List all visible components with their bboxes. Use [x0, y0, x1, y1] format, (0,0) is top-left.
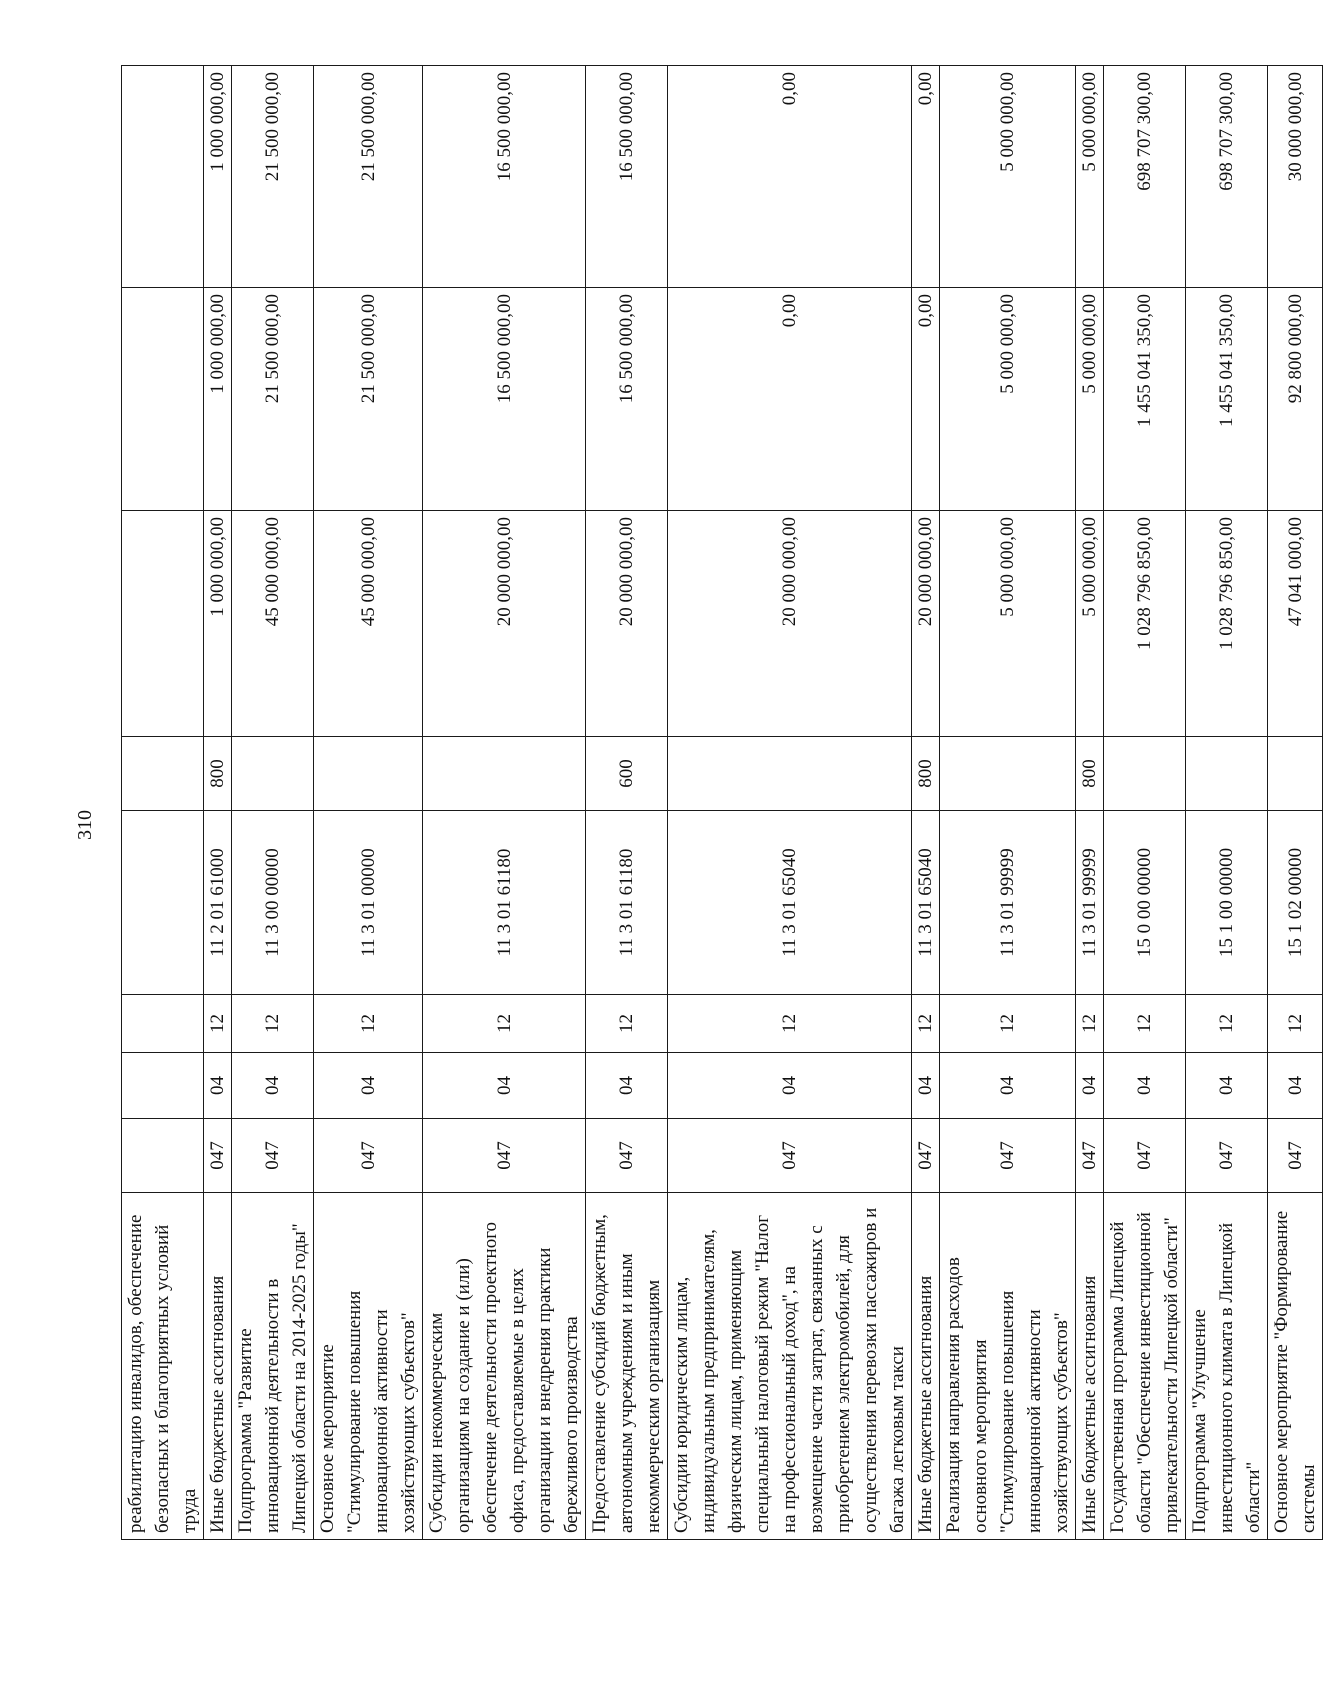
amount-year-1: 20 000 000,00	[668, 511, 912, 737]
admin-code	[122, 1119, 204, 1193]
target-code: 15 1 02 00000	[1268, 811, 1323, 995]
table-row	[912, 66, 940, 1540]
target-code: 11 2 01 61000	[204, 811, 232, 995]
subsection-code: 12	[940, 995, 1076, 1053]
expense-type-code	[1186, 737, 1268, 811]
table-row	[1186, 66, 1268, 1540]
row-name: реабилитацию инвалидов, обеспечение безопасных и благоприятных условий труда	[122, 1193, 204, 1540]
subsection-code: 12	[232, 995, 314, 1053]
section-code: 04	[586, 1053, 668, 1119]
section-code: 04	[232, 1053, 314, 1119]
admin-code: 047	[1268, 1119, 1323, 1193]
admin-code: 047	[204, 1119, 232, 1193]
target-code: 11 3 00 00000	[232, 811, 314, 995]
section-code: 04	[423, 1053, 586, 1119]
subsection-code: 12	[586, 995, 668, 1053]
row-name: Субсидии некоммерческим организациям на создание и (или) обеспечение деятельности проектного офиса, предоставляемые в целях организации и внедрения практики бережливого производства	[423, 1193, 586, 1540]
table-row	[1076, 66, 1104, 1540]
row-name: Реализация направления расходов основного мероприятия "Стимулирование повышения инновационной активности хозяйствующих субъектов"	[940, 1193, 1076, 1540]
table-row	[232, 66, 314, 1540]
section-code: 04	[314, 1053, 423, 1119]
amount-year-3: 0,00	[668, 66, 912, 288]
subsection-code: 12	[314, 995, 423, 1053]
amount-year-3: 16 500 000,00	[423, 66, 586, 288]
table-row	[423, 66, 586, 1540]
section-code: 04	[940, 1053, 1076, 1119]
amount-year-2: 92 800 000,00	[1268, 288, 1323, 511]
expense-type-code	[668, 737, 912, 811]
admin-code: 047	[1104, 1119, 1186, 1193]
expense-type-code: 800	[204, 737, 232, 811]
amount-year-1: 1 000 000,00	[204, 511, 232, 737]
expense-type-code	[940, 737, 1076, 811]
subsection-code: 12	[912, 995, 940, 1053]
admin-code: 047	[940, 1119, 1076, 1193]
row-name: Субсидии юридическим лицам, индивидуальным предпринимателям, физическим лицам, применяющим специальный налоговый режим "Налог на профессиональный доход", на возмещение части затрат, связанных с приобретением электромобилей, для осуществления перевозки пассажиров и багажа легковым такси	[668, 1193, 912, 1540]
expense-type-code	[423, 737, 586, 811]
amount-year-3: 5 000 000,00	[1076, 66, 1104, 288]
amount-year-2: 16 500 000,00	[423, 288, 586, 511]
amount-year-3: 5 000 000,00	[940, 66, 1076, 288]
subsection-code	[122, 995, 204, 1053]
subsection-code: 12	[1268, 995, 1323, 1053]
target-code: 11 3 01 99999	[940, 811, 1076, 995]
row-name: Государственная программа Липецкой области "Обеспечение инвестиционной привлекательности Липецкой области"	[1104, 1193, 1186, 1540]
admin-code: 047	[668, 1119, 912, 1193]
admin-code: 047	[912, 1119, 940, 1193]
expense-type-code	[232, 737, 314, 811]
table-row	[204, 66, 232, 1540]
table-row	[1268, 66, 1323, 1540]
row-name: Основное мероприятие "Формирование системы	[1268, 1193, 1323, 1540]
admin-code: 047	[586, 1119, 668, 1193]
admin-code: 047	[1076, 1119, 1104, 1193]
amount-year-1: 45 000 000,00	[314, 511, 423, 737]
row-name: Иные бюджетные ассигнования	[204, 1193, 232, 1540]
amount-year-2: 5 000 000,00	[1076, 288, 1104, 511]
subsection-code: 12	[204, 995, 232, 1053]
amount-year-1: 20 000 000,00	[423, 511, 586, 737]
amount-year-3: 698 707 300,00	[1104, 66, 1186, 288]
table-row	[1104, 66, 1186, 1540]
row-name: Основное мероприятие "Стимулирование повышения инновационной активности хозяйствующих субъектов"	[314, 1193, 423, 1540]
amount-year-1: 47 041 000,00	[1268, 511, 1323, 737]
expense-type-code: 800	[1076, 737, 1104, 811]
amount-year-2: 0,00	[912, 288, 940, 511]
target-code: 11 3 01 00000	[314, 811, 423, 995]
amount-year-1: 20 000 000,00	[586, 511, 668, 737]
row-name: Предоставление субсидий бюджетным, автономным учреждениям и иным некоммерческим организациям	[586, 1193, 668, 1540]
amount-year-2: 1 000 000,00	[204, 288, 232, 511]
amount-year-1: 5 000 000,00	[940, 511, 1076, 737]
amount-year-1: 5 000 000,00	[1076, 511, 1104, 737]
amount-year-1: 45 000 000,00	[232, 511, 314, 737]
amount-year-2: 1 455 041 350,00	[1186, 288, 1268, 511]
table-row	[586, 66, 668, 1540]
expense-type-code	[314, 737, 423, 811]
admin-code: 047	[314, 1119, 423, 1193]
amount-year-2: 1 455 041 350,00	[1104, 288, 1186, 511]
target-code: 15 1 00 00000	[1186, 811, 1268, 995]
section-code: 04	[912, 1053, 940, 1119]
amount-year-1: 20 000 000,00	[912, 511, 940, 737]
expense-type-code	[122, 737, 204, 811]
expense-type-code: 600	[586, 737, 668, 811]
amount-year-3: 698 707 300,00	[1186, 66, 1268, 288]
target-code	[122, 811, 204, 995]
amount-year-2: 21 500 000,00	[314, 288, 423, 511]
expense-type-code: 800	[912, 737, 940, 811]
amount-year-2: 5 000 000,00	[940, 288, 1076, 511]
target-code: 11 3 01 61180	[423, 811, 586, 995]
admin-code: 047	[1186, 1119, 1268, 1193]
target-code: 11 3 01 65040	[912, 811, 940, 995]
subsection-code: 12	[1186, 995, 1268, 1053]
section-code: 04	[668, 1053, 912, 1119]
target-code: 11 3 01 65040	[668, 811, 912, 995]
amount-year-3: 21 500 000,00	[232, 66, 314, 288]
amount-year-2	[122, 288, 204, 511]
row-name: Иные бюджетные ассигнования	[1076, 1193, 1104, 1540]
admin-code: 047	[423, 1119, 586, 1193]
subsection-code: 12	[423, 995, 586, 1053]
target-code: 15 0 00 00000	[1104, 811, 1186, 995]
amount-year-1: 1 028 796 850,00	[1104, 511, 1186, 737]
table-row	[122, 66, 204, 1540]
subsection-code: 12	[668, 995, 912, 1053]
amount-year-1	[122, 511, 204, 737]
admin-code: 047	[232, 1119, 314, 1193]
table-row	[668, 66, 912, 1540]
section-code	[122, 1053, 204, 1119]
page-number: 310	[74, 810, 96, 840]
row-name: Подпрограмма "Улучшение инвестиционного климата в Липецкой области"	[1186, 1193, 1268, 1540]
expense-type-code	[1104, 737, 1186, 811]
section-code: 04	[204, 1053, 232, 1119]
amount-year-3: 30 000 000,00	[1268, 66, 1323, 288]
subsection-code: 12	[1104, 995, 1186, 1053]
section-code: 04	[1186, 1053, 1268, 1119]
section-code: 04	[1268, 1053, 1323, 1119]
amount-year-3: 21 500 000,00	[314, 66, 423, 288]
expense-type-code	[1268, 737, 1323, 811]
amount-year-3: 0,00	[912, 66, 940, 288]
row-name: Иные бюджетные ассигнования	[912, 1193, 940, 1540]
subsection-code: 12	[1076, 995, 1104, 1053]
amount-year-2: 0,00	[668, 288, 912, 511]
table-row	[940, 66, 1076, 1540]
row-name: Подпрограмма "Развитие инновационной деятельности в Липецкой области на 2014-2025 годы"	[232, 1193, 314, 1540]
section-code: 04	[1104, 1053, 1186, 1119]
amount-year-3: 16 500 000,00	[586, 66, 668, 288]
amount-year-1: 1 028 796 850,00	[1186, 511, 1268, 737]
amount-year-3	[122, 66, 204, 288]
amount-year-2: 16 500 000,00	[586, 288, 668, 511]
target-code: 11 3 01 61180	[586, 811, 668, 995]
target-code: 11 3 01 99999	[1076, 811, 1104, 995]
amount-year-2: 21 500 000,00	[232, 288, 314, 511]
amount-year-3: 1 000 000,00	[204, 66, 232, 288]
section-code: 04	[1076, 1053, 1104, 1119]
table-row	[314, 66, 423, 1540]
budget-table	[121, 65, 1323, 1540]
